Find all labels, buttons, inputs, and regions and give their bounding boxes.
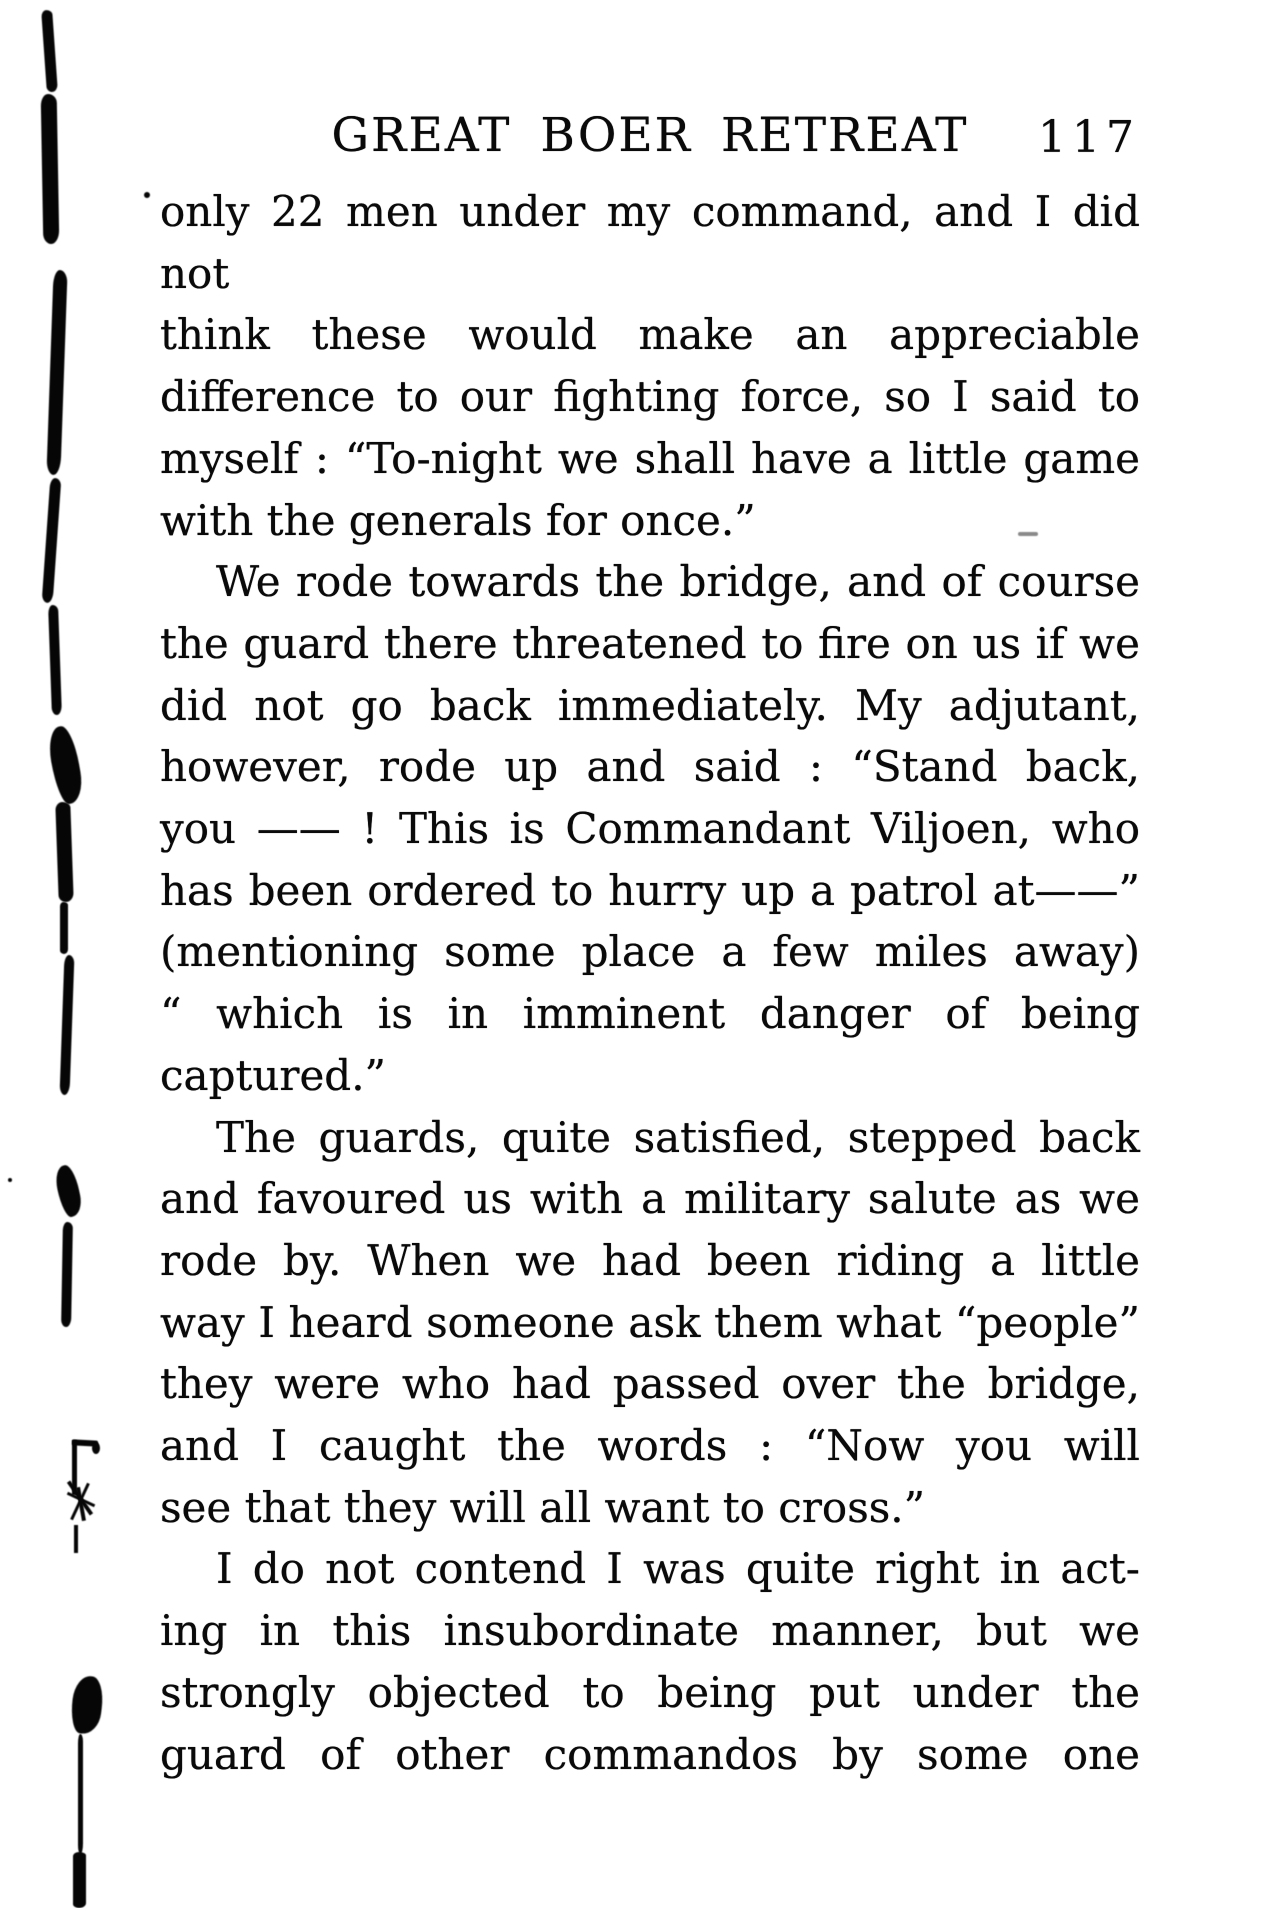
page-number: 117 — [1038, 112, 1140, 163]
scan-artifact — [73, 1852, 86, 1908]
text-line: “ which is in imminent danger of being — [160, 989, 1140, 1039]
scan-artifact — [41, 10, 58, 93]
scan-artifact — [92, 1442, 100, 1454]
page-header — [160, 108, 1140, 164]
text-line: I do not contend I was quite right in act- — [216, 1544, 1140, 1594]
scan-artifact — [55, 802, 73, 902]
text-line: think these would make an appreciable — [160, 310, 1140, 360]
text-line: ing in this insubordinate manner, but we — [160, 1606, 1140, 1656]
text-line: (mentioning some place a few miles away) — [160, 927, 1140, 977]
text-line: captured.” — [160, 1050, 387, 1100]
text-line: with the generals for once.” — [160, 495, 756, 545]
scan-artifact — [74, 1525, 78, 1553]
running-title: GREAT BOER RETREAT — [331, 108, 969, 163]
text-line: has been ordered to hurry up a patrol at——” — [160, 865, 1140, 915]
scan-artifact — [42, 478, 62, 603]
scan-artifact — [41, 94, 60, 244]
page-body — [160, 181, 1140, 1785]
scan-artifact — [69, 1674, 106, 1735]
text-line: and favoured us with a military salute as we — [160, 1174, 1140, 1224]
text-line: The guards, quite satisfied, stepped back — [216, 1112, 1140, 1162]
text-line: you —— ! This is Commandant Viljoen, who — [160, 804, 1140, 854]
text-line: way I heard someone ask them what “people” — [160, 1297, 1140, 1347]
text-line: and I caught the words : “Now you will — [160, 1421, 1140, 1471]
scan-artifact — [8, 1178, 12, 1182]
scan-artifact — [60, 902, 68, 954]
text-line: did not go back immediately. My adjutant, — [160, 680, 1140, 730]
text-line: they were who had passed over the bridge, — [160, 1359, 1140, 1409]
text-line: only 22 men under my command, and I did not — [160, 187, 1140, 298]
text-line: difference to our fighting force, so I said to — [160, 372, 1140, 422]
scan-artifact — [46, 270, 67, 475]
scan-artifact — [61, 1222, 73, 1327]
scan-artifact — [144, 192, 150, 198]
text-line: the guard there threatened to fire on us if we — [160, 618, 1140, 668]
scan-artifact — [60, 955, 75, 1095]
scan-artifact — [53, 1163, 84, 1218]
text-line: however, rode up and said : “Stand back, — [160, 742, 1140, 792]
scan-artifact — [45, 724, 85, 806]
text-line: strongly objected to being put under the — [160, 1667, 1140, 1717]
text-line: guard of other commandos by some one — [160, 1729, 1140, 1779]
scan-artifact — [78, 1734, 83, 1854]
text-line: rode by. When we had been riding a little — [160, 1235, 1140, 1285]
text-line: see that they will all want to cross.” — [160, 1482, 926, 1532]
text-line: myself : “To-night we shall have a little game — [160, 433, 1140, 483]
scan-artifact — [48, 605, 62, 715]
text-line: We rode towards the bridge, and of course — [216, 557, 1140, 607]
